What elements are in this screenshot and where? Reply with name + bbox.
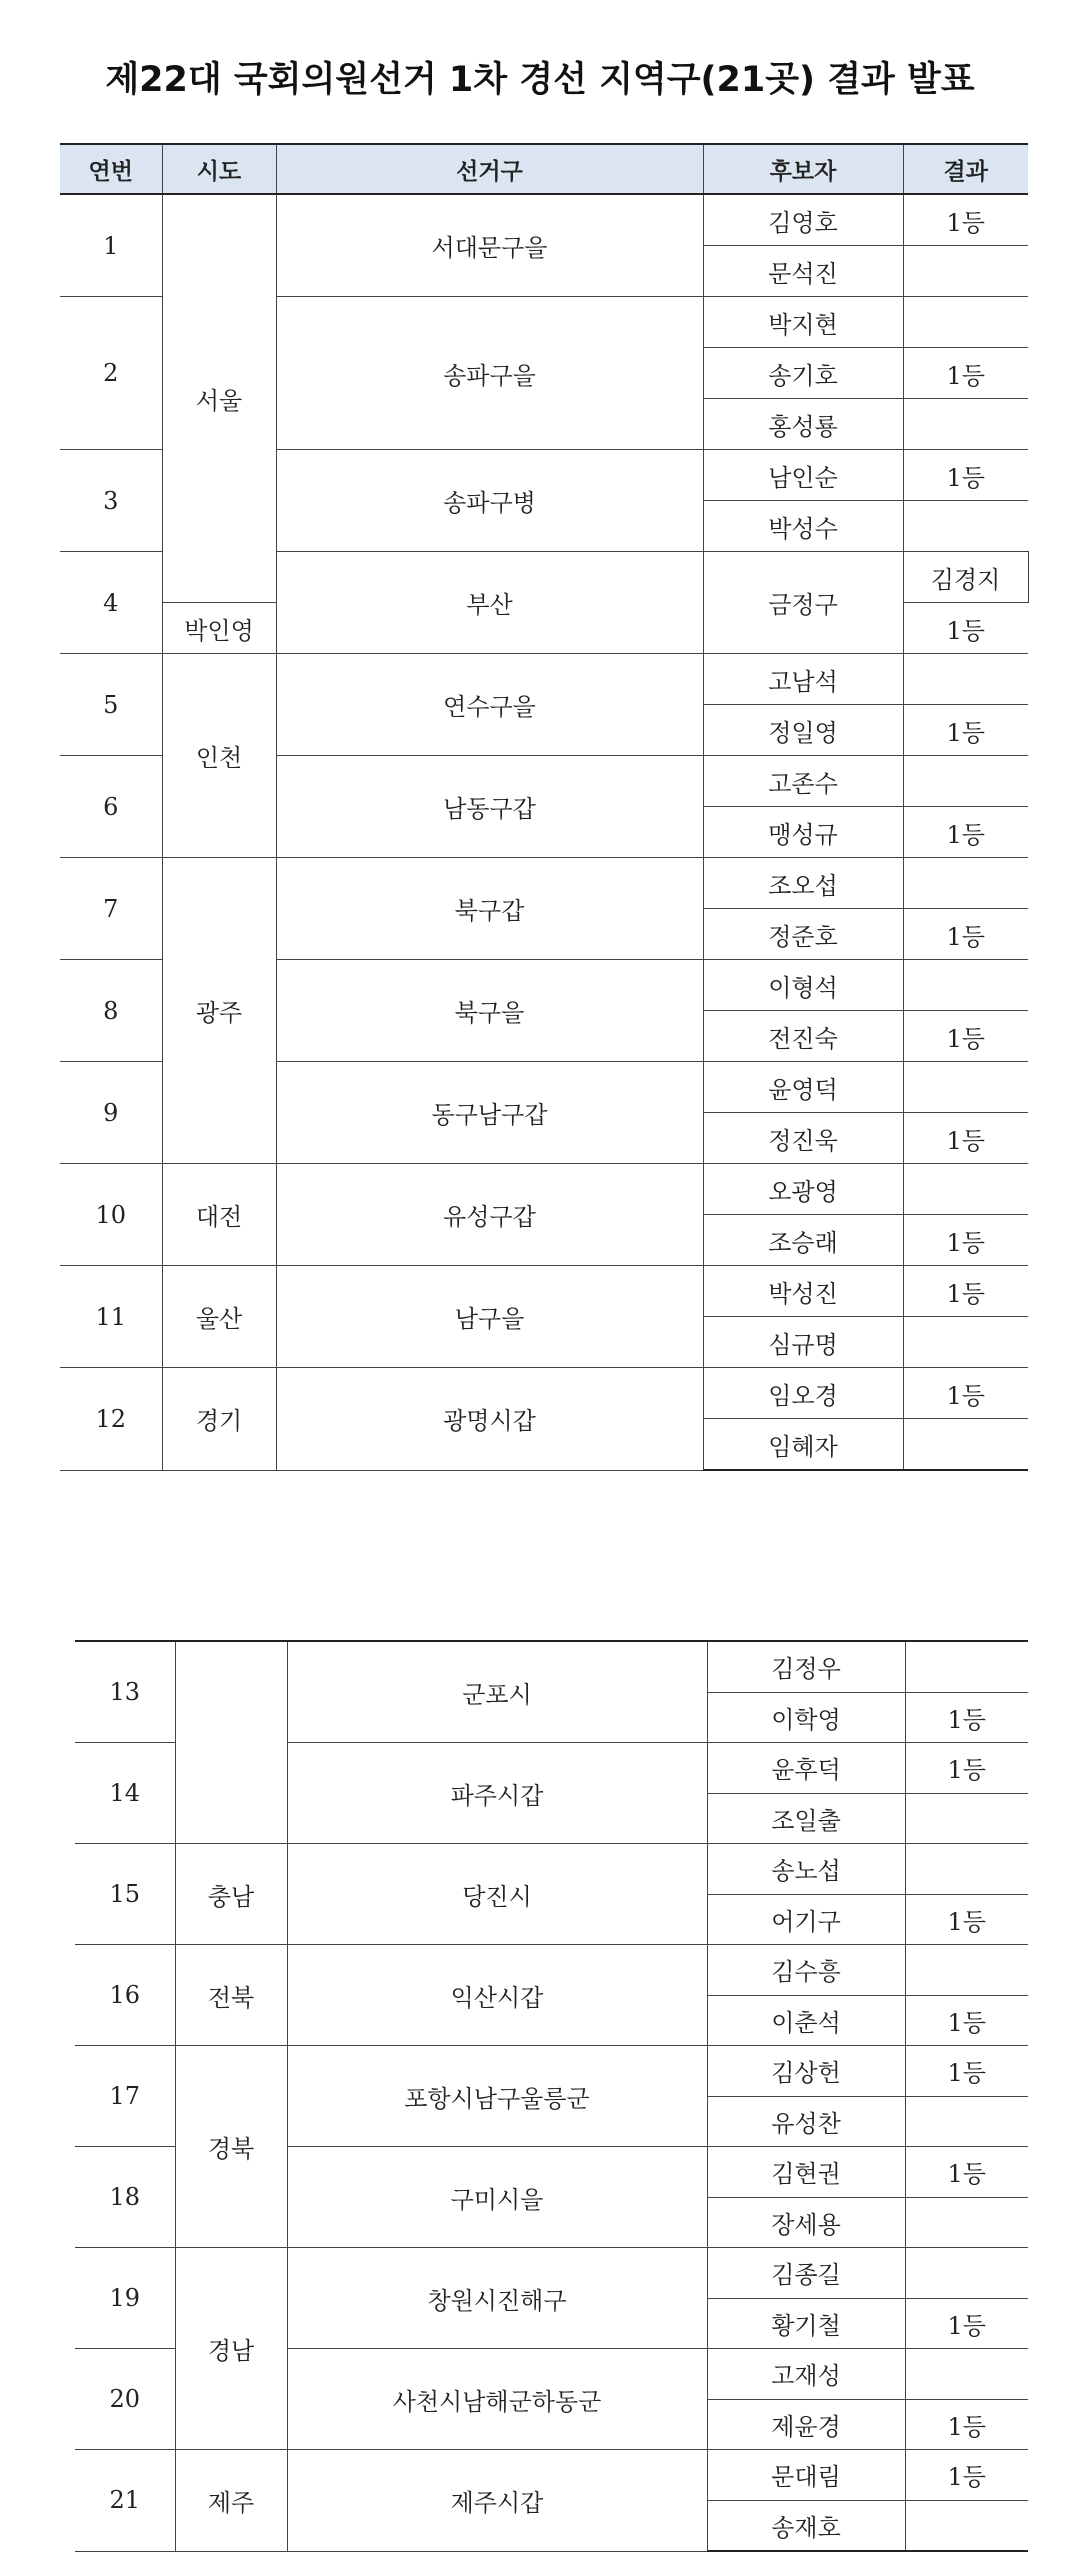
table-row bbox=[75, 2046, 1028, 2097]
candidate-cell: 전진숙 bbox=[703, 1011, 903, 1062]
result-cell bbox=[905, 2248, 1028, 2299]
candidate-cell: 맹성규 bbox=[703, 807, 903, 858]
result-cell bbox=[903, 246, 1028, 297]
candidate-cell: 박인영 bbox=[162, 603, 276, 654]
candidate-cell: 조오섭 bbox=[703, 858, 903, 909]
result-cell: 1등 bbox=[903, 194, 1028, 246]
candidate-cell: 임오경 bbox=[703, 1368, 903, 1419]
candidate-cell: 오광영 bbox=[703, 1164, 903, 1215]
result-cell: 1등 bbox=[903, 1011, 1028, 1062]
province-cell: 경북 bbox=[175, 2046, 287, 2248]
row-number: 3 bbox=[60, 450, 162, 552]
result-cell: 1등 bbox=[903, 1215, 1028, 1266]
province-cell: 전북 bbox=[175, 1945, 287, 2046]
district-cell: 송파구을 bbox=[276, 297, 703, 450]
result-cell: 1등 bbox=[903, 909, 1028, 960]
row-number: 7 bbox=[60, 858, 162, 960]
candidate-cell: 심규명 bbox=[703, 1317, 903, 1368]
row-number: 14 bbox=[75, 1743, 175, 1844]
results-table-2 bbox=[75, 1640, 1028, 2552]
table-row bbox=[60, 1368, 1028, 1419]
province-cell: 충남 bbox=[175, 1844, 287, 1945]
candidate-cell: 정일영 bbox=[703, 705, 903, 756]
district-cell: 연수구을 bbox=[276, 654, 703, 756]
results-table-1 bbox=[60, 143, 1028, 1471]
table-row bbox=[75, 2450, 1028, 2501]
candidate-cell: 김상헌 bbox=[707, 2046, 905, 2097]
header-result: 결과 bbox=[903, 144, 1028, 194]
candidate-cell: 김정우 bbox=[707, 1641, 905, 1692]
province-cell: 부산 bbox=[276, 552, 703, 654]
candidate-cell: 박지현 bbox=[703, 297, 903, 348]
row-number: 20 bbox=[75, 2349, 175, 2450]
row-number: 21 bbox=[75, 2450, 175, 2552]
district-cell: 광명시갑 bbox=[276, 1368, 703, 1471]
province-cell: 서울 bbox=[162, 194, 276, 603]
row-number: 4 bbox=[60, 552, 162, 654]
candidate-cell: 박성수 bbox=[703, 501, 903, 552]
table-row bbox=[60, 654, 1028, 705]
result-cell bbox=[903, 399, 1028, 450]
result-cell bbox=[903, 297, 1028, 348]
candidate-cell: 황기철 bbox=[707, 2298, 905, 2349]
district-cell: 금정구 bbox=[703, 552, 903, 654]
candidate-cell: 송기호 bbox=[703, 348, 903, 399]
candidate-cell: 이춘석 bbox=[707, 1995, 905, 2046]
district-cell: 파주시갑 bbox=[287, 1743, 707, 1844]
table-row bbox=[60, 1164, 1028, 1215]
header-district: 선거구 bbox=[276, 144, 703, 194]
result-cell bbox=[905, 2096, 1028, 2147]
district-cell: 동구남구갑 bbox=[276, 1062, 703, 1164]
result-cell bbox=[905, 1793, 1028, 1844]
result-cell: 1등 bbox=[903, 1113, 1028, 1164]
district-cell: 유성구갑 bbox=[276, 1164, 703, 1266]
table-row bbox=[60, 1266, 1028, 1317]
page-title: 제22대 국회의원선거 1차 경선 지역구(21곳) 결과 발표 bbox=[105, 60, 975, 100]
candidate-cell: 송재호 bbox=[707, 2500, 905, 2551]
result-cell: 1등 bbox=[905, 1692, 1028, 1743]
province-cell: 대전 bbox=[162, 1164, 276, 1266]
result-cell bbox=[905, 2500, 1028, 2551]
result-cell bbox=[905, 2197, 1028, 2248]
row-number: 13 bbox=[75, 1641, 175, 1743]
result-cell: 1등 bbox=[905, 2450, 1028, 2501]
candidate-cell: 이학영 bbox=[707, 1692, 905, 1743]
district-cell: 당진시 bbox=[287, 1844, 707, 1945]
candidate-cell: 정진욱 bbox=[703, 1113, 903, 1164]
province-cell: 광주 bbox=[162, 858, 276, 1164]
candidate-cell: 김현권 bbox=[707, 2147, 905, 2198]
result-cell: 1등 bbox=[903, 450, 1028, 501]
candidate-cell: 김종길 bbox=[707, 2248, 905, 2299]
result-cell bbox=[903, 1317, 1028, 1368]
candidate-cell: 제윤경 bbox=[707, 2399, 905, 2450]
district-cell: 익산시갑 bbox=[287, 1945, 707, 2046]
candidate-cell: 어기구 bbox=[707, 1894, 905, 1945]
table-header-row bbox=[60, 144, 1028, 194]
table-row bbox=[75, 1945, 1028, 1996]
result-cell: 1등 bbox=[903, 705, 1028, 756]
result-cell: 1등 bbox=[905, 2399, 1028, 2450]
province-cell: 인천 bbox=[162, 654, 276, 858]
result-cell: 1등 bbox=[905, 2298, 1028, 2349]
district-cell: 북구을 bbox=[276, 960, 703, 1062]
row-number: 16 bbox=[75, 1945, 175, 2046]
candidate-cell: 고재성 bbox=[707, 2349, 905, 2400]
province-cell: 울산 bbox=[162, 1266, 276, 1368]
candidate-cell: 장세용 bbox=[707, 2197, 905, 2248]
result-cell: 1등 bbox=[905, 1995, 1028, 2046]
candidate-cell: 정준호 bbox=[703, 909, 903, 960]
candidate-cell: 송노섭 bbox=[707, 1844, 905, 1895]
candidate-cell: 고존수 bbox=[703, 756, 903, 807]
result-cell: 1등 bbox=[905, 1743, 1028, 1794]
row-number: 17 bbox=[75, 2046, 175, 2147]
header-candidate: 후보자 bbox=[703, 144, 903, 194]
row-number: 2 bbox=[60, 297, 162, 450]
district-cell: 군포시 bbox=[287, 1641, 707, 1743]
candidate-cell: 문석진 bbox=[703, 246, 903, 297]
candidate-cell: 문대림 bbox=[707, 2450, 905, 2501]
result-cell bbox=[905, 1945, 1028, 1996]
result-cell bbox=[905, 1844, 1028, 1895]
result-cell: 1등 bbox=[903, 603, 1028, 654]
table-row bbox=[75, 1844, 1028, 1895]
row-number: 18 bbox=[75, 2147, 175, 2248]
candidate-cell: 유성찬 bbox=[707, 2096, 905, 2147]
district-cell: 남동구갑 bbox=[276, 756, 703, 858]
candidate-cell: 남인순 bbox=[703, 450, 903, 501]
candidate-cell: 조승래 bbox=[703, 1215, 903, 1266]
province-cell bbox=[175, 1641, 287, 1844]
result-cell bbox=[905, 2349, 1028, 2400]
row-number: 9 bbox=[60, 1062, 162, 1164]
result-cell bbox=[903, 1062, 1028, 1113]
result-cell: 1등 bbox=[903, 1368, 1028, 1419]
province-cell: 경남 bbox=[175, 2248, 287, 2450]
row-number: 11 bbox=[60, 1266, 162, 1368]
result-cell: 1등 bbox=[905, 2147, 1028, 2198]
candidate-cell: 윤후덕 bbox=[707, 1743, 905, 1794]
candidate-cell: 김수흥 bbox=[707, 1945, 905, 1996]
result-cell: 1등 bbox=[903, 807, 1028, 858]
result-cell bbox=[903, 1164, 1028, 1215]
header-province: 시도 bbox=[162, 144, 276, 194]
row-number: 6 bbox=[60, 756, 162, 858]
table-row bbox=[60, 194, 1028, 246]
result-cell bbox=[903, 1419, 1028, 1471]
row-number: 19 bbox=[75, 2248, 175, 2349]
result-cell bbox=[903, 858, 1028, 909]
candidate-cell: 박성진 bbox=[703, 1266, 903, 1317]
row-number: 15 bbox=[75, 1844, 175, 1945]
district-cell: 포항시남구울릉군 bbox=[287, 2046, 707, 2147]
district-cell: 사천시남해군하동군 bbox=[287, 2349, 707, 2450]
candidate-cell: 김영호 bbox=[703, 194, 903, 246]
row-number: 5 bbox=[60, 654, 162, 756]
result-cell bbox=[903, 654, 1028, 705]
district-cell: 구미시을 bbox=[287, 2147, 707, 2248]
result-cell: 1등 bbox=[903, 348, 1028, 399]
table-row bbox=[75, 2248, 1028, 2299]
header-number: 연번 bbox=[60, 144, 162, 194]
result-cell bbox=[903, 501, 1028, 552]
province-cell: 제주 bbox=[175, 2450, 287, 2552]
candidate-cell: 김경지 bbox=[903, 552, 1028, 603]
candidate-cell: 고남석 bbox=[703, 654, 903, 705]
district-cell: 북구갑 bbox=[276, 858, 703, 960]
district-cell: 창원시진해구 bbox=[287, 2248, 707, 2349]
result-cell: 1등 bbox=[905, 2046, 1028, 2097]
result-cell bbox=[905, 1641, 1028, 1692]
result-cell: 1등 bbox=[905, 1894, 1028, 1945]
result-cell bbox=[903, 756, 1028, 807]
district-cell: 제주시갑 bbox=[287, 2450, 707, 2552]
row-number: 8 bbox=[60, 960, 162, 1062]
result-cell bbox=[903, 960, 1028, 1011]
candidate-cell: 임혜자 bbox=[703, 1419, 903, 1471]
candidate-cell: 조일출 bbox=[707, 1793, 905, 1844]
result-cell: 1등 bbox=[903, 1266, 1028, 1317]
row-number: 10 bbox=[60, 1164, 162, 1266]
row-number: 1 bbox=[60, 194, 162, 297]
candidate-cell: 홍성룡 bbox=[703, 399, 903, 450]
candidate-cell: 이형석 bbox=[703, 960, 903, 1011]
candidate-cell: 윤영덕 bbox=[703, 1062, 903, 1113]
district-cell: 서대문구을 bbox=[276, 194, 703, 297]
district-cell: 송파구병 bbox=[276, 450, 703, 552]
district-cell: 남구을 bbox=[276, 1266, 703, 1368]
table-row bbox=[75, 1641, 1028, 1692]
row-number: 12 bbox=[60, 1368, 162, 1471]
table-row bbox=[60, 858, 1028, 909]
province-cell: 경기 bbox=[162, 1368, 276, 1471]
